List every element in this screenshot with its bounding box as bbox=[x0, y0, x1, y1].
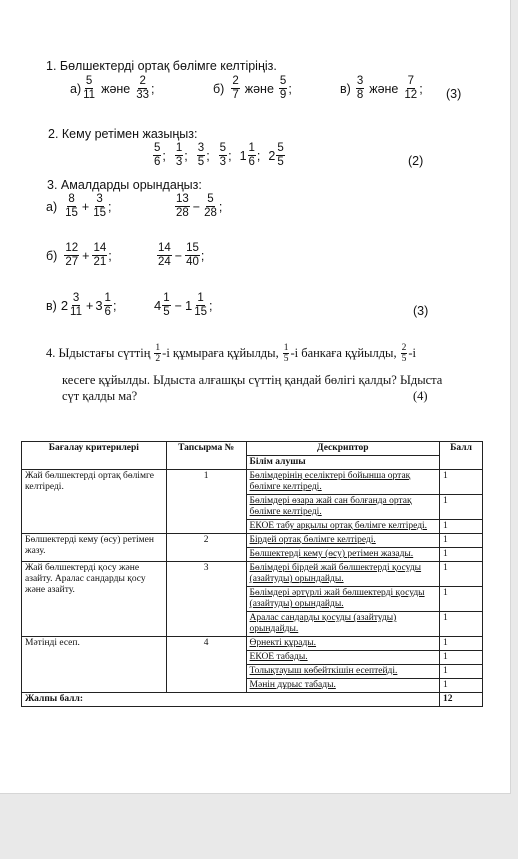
score-cell: 1 bbox=[440, 612, 483, 637]
fraction: 12 27 bbox=[65, 242, 79, 268]
descriptor-cell: Бірдей ортақ бөлімге келтіреді. bbox=[246, 534, 439, 548]
task1-c-label: в) bbox=[340, 81, 351, 96]
score-cell: 1 bbox=[440, 495, 483, 520]
descriptor-cell: ЕКОЕ табу арқылы ортақ бөлімге келтіреді. bbox=[246, 520, 439, 534]
fraction: 2 7 bbox=[232, 75, 239, 101]
fraction: $\frac{3}{15}$ bbox=[93, 193, 107, 219]
descriptor-cell: Бөлімдері әртүрлі жай бөлшектерді қосуды (азайтуды) орындайды. bbox=[246, 587, 439, 612]
task3-part-b: б) 12 27 + $\frac{14}{21}$ ; bbox=[46, 242, 112, 268]
fraction: 5 11 bbox=[83, 75, 96, 101]
task1-part-c: в) 3 8 және 7 12 ; bbox=[340, 75, 423, 101]
fraction: 1 3 bbox=[175, 142, 183, 168]
task1-b-label: б) bbox=[213, 81, 225, 96]
and-word: және bbox=[244, 81, 274, 96]
fraction: 14 24 bbox=[158, 242, 171, 268]
fraction: $\frac{5}{28}$ bbox=[204, 193, 217, 219]
task3-part-c: в) 2 3 11 + 3 1 6 ; bbox=[46, 292, 117, 318]
task4-line2: кесеге құйылды. Ыдыста алғашқы сүттің қандай бөлігі қалды? Ыдыста bbox=[62, 373, 443, 387]
task2-heading: 2. Кему ретімен жазыңыз: bbox=[48, 127, 198, 141]
fraction: 3 8 bbox=[356, 75, 364, 101]
fraction: $\frac{14}{21}$ bbox=[93, 242, 107, 268]
descriptor-cell: Өрнекті құрады. bbox=[246, 637, 439, 651]
whole-part: 1 bbox=[239, 148, 247, 163]
fraction: 1 5 bbox=[283, 343, 289, 364]
task4-line1: 4. Ыдыстағы сүттің 1 2 -і құмыраға құйылды, 1 5 -і банкаға құйылды, 2 5 -і bbox=[46, 343, 416, 364]
fraction: 5 6 bbox=[154, 142, 161, 168]
header-task: Тапсырма № bbox=[166, 442, 246, 470]
task3-part-b2: 14 24 − $\frac{15}{40}$ ; bbox=[158, 242, 205, 268]
header-descriptor-sub: Білім алушы bbox=[246, 456, 439, 470]
task2-item bbox=[268, 142, 285, 169]
task-number-cell: 1 bbox=[166, 470, 246, 534]
fraction: 8 15 bbox=[65, 193, 78, 219]
descriptor-cell: Аралас сандарды қосуды (азайтуды) орындайды. bbox=[246, 612, 439, 637]
criteria-cell: Жай бөлшектерді қосу және азайту. Аралас сандарды қосу және азайту. bbox=[22, 562, 167, 637]
and-word: және bbox=[101, 81, 131, 96]
score-cell: 1 bbox=[440, 679, 483, 693]
task3-heading: 3. Амалдарды орындаңыз: bbox=[47, 178, 202, 192]
task3-part-a: а) 8 15 + $\frac{3}{15}$ ; bbox=[46, 193, 112, 219]
task3-part-c2: 4 1 5 − 1 1 15 ; bbox=[154, 292, 213, 318]
fraction: 1 15 bbox=[194, 292, 207, 318]
and-word: және bbox=[369, 81, 399, 96]
fraction: 5 3 bbox=[219, 142, 227, 168]
task1-points: (3) bbox=[446, 87, 462, 101]
task-number-cell: 4 bbox=[166, 637, 246, 693]
table-row bbox=[22, 534, 483, 548]
task2-item: 5 3 ; bbox=[219, 142, 232, 168]
task2-points: (2) bbox=[408, 154, 424, 168]
total-score: 12 bbox=[440, 693, 483, 707]
fraction: 2 33 bbox=[136, 75, 150, 101]
total-label: Жалпы балл: bbox=[22, 693, 440, 707]
task2-fractions bbox=[152, 142, 294, 169]
task2-item: 1 3 ; bbox=[175, 142, 188, 168]
fraction: 7 12 bbox=[404, 75, 418, 101]
task1-heading: 1. Бөлшектерді ортақ бөлімге келтіріңіз. bbox=[46, 59, 277, 73]
task1-part-a: а) 5 11 және 2 33 ; bbox=[70, 75, 155, 101]
fraction: 1 6 bbox=[104, 292, 111, 318]
score-cell: 1 bbox=[440, 587, 483, 612]
task2-item: 1 1 6 ; bbox=[239, 142, 261, 168]
descriptor-cell: ЕКОЕ табады. bbox=[246, 651, 439, 665]
descriptor-cell: Бөлімдері өзара жай сан болғанда ортақ бөлімге келтіреді. bbox=[246, 495, 439, 520]
score-cell: 1 bbox=[440, 637, 483, 651]
fraction: $\frac{15}{40}$ bbox=[186, 242, 199, 268]
descriptor-cell: Толықтауыш көбейткішін есептейді. bbox=[246, 665, 439, 679]
score-cell: 1 bbox=[440, 520, 483, 534]
table-row bbox=[22, 637, 483, 651]
task3-points: (3) bbox=[413, 304, 429, 318]
criteria-cell: Бөлшектерді кему (өсу) ретімен жазу. bbox=[22, 534, 167, 562]
task-number-cell: 3 bbox=[166, 562, 246, 637]
header-criteria: Бағалау критерилері bbox=[22, 442, 167, 470]
score-cell: 1 bbox=[440, 534, 483, 548]
table-row bbox=[22, 470, 483, 495]
assessment-table bbox=[21, 441, 483, 707]
fraction: 1 6 bbox=[248, 142, 255, 168]
descriptor-cell: Бөлімдері бірдей жай бөлшектерді қосуды (азайтуды) орындайды. bbox=[246, 562, 439, 587]
score-cell: 1 bbox=[440, 470, 483, 495]
whole-part: 2 bbox=[268, 148, 276, 163]
criteria-cell: Мәтінді есеп. bbox=[22, 637, 167, 693]
fraction: 1 5 bbox=[163, 292, 170, 318]
task4-line3: сүт қалды ма? bbox=[62, 389, 138, 403]
task-number-cell: 2 bbox=[166, 534, 246, 562]
task2-item: 5 6 ; bbox=[154, 142, 166, 168]
descriptor-cell: Мәнін дұрыс табады. bbox=[246, 679, 439, 693]
fraction: 3 5 bbox=[197, 142, 205, 168]
header-descriptor: Дескриптор bbox=[246, 442, 439, 456]
task1-part-b: б) 2 7 және 5 9 ; bbox=[213, 75, 292, 101]
score-cell: 1 bbox=[440, 548, 483, 562]
task4-points: (4) bbox=[413, 389, 428, 403]
fraction: 3 11 bbox=[70, 292, 82, 318]
fraction: 5 9 bbox=[279, 75, 287, 101]
score-cell: 1 bbox=[440, 651, 483, 665]
descriptor-cell: Бөлшектерді кему (өсу) ретімен жазады. bbox=[246, 548, 439, 562]
fraction: 2 5 bbox=[401, 343, 407, 364]
score-cell: 1 bbox=[440, 562, 483, 587]
score-cell: 1 bbox=[440, 665, 483, 679]
task3-part-a2: 13 28 − $\frac{5}{28}$ ; bbox=[176, 193, 223, 219]
task1-a-label: а) bbox=[70, 81, 82, 96]
descriptor-cell: Бөлімдерінің еселіктері бойынша ортақ бөлімге келтіреді. bbox=[246, 470, 439, 495]
task2-item: 3 5 ; bbox=[197, 142, 210, 168]
header-score: Балл bbox=[440, 442, 483, 470]
assessment-table-body bbox=[22, 470, 483, 693]
criteria-cell: Жай бөлшектерді ортақ бөлімге келтіреді. bbox=[22, 470, 167, 534]
fraction: 5 5 bbox=[277, 142, 284, 168]
table-row bbox=[22, 562, 483, 587]
fraction: 13 28 bbox=[176, 193, 189, 219]
fraction: 1 2 bbox=[155, 343, 161, 364]
